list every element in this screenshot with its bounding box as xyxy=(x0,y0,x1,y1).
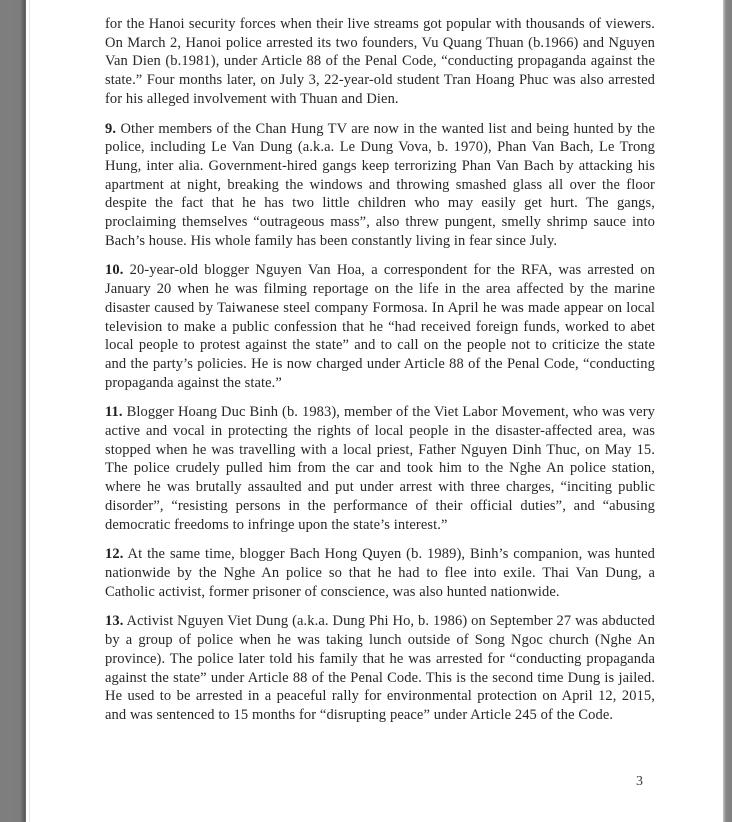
paragraph-text: Activist Nguyen Viet Dung (a.k.a. Dung Phi Ho, b. 1986) on September 27 was abducted by a group of police when he was taking lunch outside of Song Ngoc church (Nghe An province). The police later told his family that he was arrested for “conducting propaganda against the state” under Article 88 of the Penal Code. This is the second time Dung is jailed. He used to be arrested in a peaceful rally for environmental protection on April 12, 2015, and was sentenced to 15 months for “disrupting peace” under Article 245 of the Code. xyxy=(105,613,655,723)
paragraph-number: 9. xyxy=(105,120,117,137)
paragraph-13 xyxy=(105,612,655,724)
paragraph-continuation xyxy=(105,15,655,109)
paragraph-number: 13. xyxy=(105,613,124,630)
viewer-gutter-left xyxy=(0,0,26,822)
paragraph-10 xyxy=(105,261,655,392)
document-page xyxy=(30,0,723,822)
paragraph-9 xyxy=(105,120,655,251)
paragraph-text: 20-year-old blogger Nguyen Van Hoa, a correspondent for the RFA, was arrested on January 20 when he was filming reportage on the life in the area affected by the marine disaster caused by Taiwanese steel company Formosa. In April he was made appear on local television to make a public confession that he “had received foreign funds, worked to abet local people to protest against the state” and to call on the people not to criticize the state and the party’s policies. He is now charged under Article 88 of the Penal Code, “conducting propaganda against the state.” xyxy=(105,262,655,391)
paragraph-number: 12. xyxy=(105,546,124,563)
paragraph-number: 10. xyxy=(105,262,124,279)
paragraph-text: Other members of the Chan Hung TV are now in the wanted list and being hunted by the police, including Le Van Dung (a.k.a. Le Dung Vova, b. 1970), Phan Van Bach, Le Trong Hung, inter alia. Government-hired gangs keep terrorizing Phan Van Bach by attacking his apartment at night, breaking the windows and throwing smashed glass all over the floor despite the fact that he has two little children who may easily get hurt. The gangs, proclaiming themselves “outrageous mass”, also threw pungent, smelly shrimp sauce into Bach’s house. His whole family has been constantly living in fear since July. xyxy=(105,120,655,249)
paragraph-text: for the Hanoi security forces when their live streams got popular with thousands of viewers. On March 2, Hanoi police arrested its two founders, Vu Quang Thuan (b.1966) and Nguyen Van Dien (b.1981), under Article 88 of the Penal Code, “conducting propaganda against the state.” Four months later, on July 3, 22-year-old student Tran Hoang Phuc was also arrested for his alleged involvement with Thuan and Dien. xyxy=(105,16,655,107)
paragraph-number: 11. xyxy=(105,404,123,421)
paragraph-text: Blogger Hoang Duc Binh (b. 1983), member of the Viet Labor Movement, who was very active and vocal in protecting the rights of local people in the disaster-affected area, was stopped when he was travelling with a local priest, Father Nguyen Dinh Thuc, on May 15. The police crudely pulled him from the car and took him to the Nghe An police station, where he was brutally assaulted and put under arrest with three charges, “inciting public disorder”, “resisting persons in the performance of their official duties”, and “abusing democratic freedoms to infringe upon the state’s interest.” xyxy=(105,404,655,533)
paragraph-11 xyxy=(105,403,655,534)
page-number: 3 xyxy=(636,774,643,789)
paragraph-12 xyxy=(105,545,655,601)
viewer-gutter-right xyxy=(723,0,732,822)
paragraph-text: At the same time, blogger Bach Hong Quyen (b. 1989), Binh’s companion, was hunted nationwide by the Nghe An police so that he had to flee into exile. Thai Van Dung, a Catholic activist, former prisoner of conscience, was also hunted nationwide. xyxy=(105,546,655,600)
